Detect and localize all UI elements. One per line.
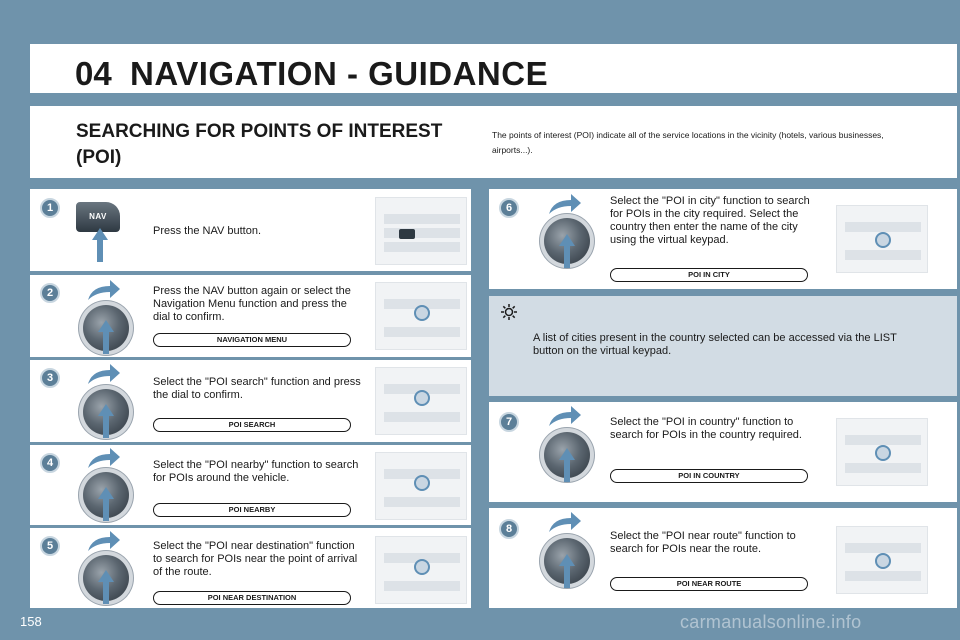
nav-button-highlight <box>399 229 415 239</box>
watermark: carmanualsonline.info <box>680 612 862 632</box>
step-text: Select the "POI search" function and press the dial to confirm. <box>153 376 361 401</box>
radio-panel-illustration <box>836 205 928 273</box>
arrow-up-icon <box>92 228 108 262</box>
function-label: POI NEAR ROUTE <box>610 577 808 591</box>
arrow-up-icon <box>98 320 114 354</box>
rotate-arrow-icon <box>547 512 581 534</box>
rotate-arrow-icon <box>547 406 581 428</box>
radio-panel-illustration <box>375 452 467 520</box>
step-badge: 2 <box>40 283 60 303</box>
arrow-up-icon <box>98 404 114 438</box>
radio-panel-illustration <box>836 526 928 594</box>
radio-panel-illustration <box>375 197 467 265</box>
function-label: POI NEAR DESTINATION <box>153 591 351 605</box>
step-badge: 3 <box>40 368 60 388</box>
step-text: Select the "POI near route" function to search for POIs near the route. <box>610 530 796 555</box>
function-label: POI SEARCH <box>153 418 351 432</box>
radio-panel-illustration <box>375 536 467 604</box>
step-badge: 5 <box>40 536 60 556</box>
rotate-arrow-icon <box>547 194 581 216</box>
arrow-up-icon <box>98 487 114 521</box>
step-text: Press the NAV button again or select the Navigation Menu function and press the dial to confirm. <box>153 285 351 323</box>
step-text: Press the NAV button. <box>153 225 262 237</box>
step-text: Select the "POI nearby" function to search for POIs around the vehicle. <box>153 459 359 484</box>
radio-panel-illustration <box>375 367 467 435</box>
step-badge: 4 <box>40 453 60 473</box>
radio-panel-illustration <box>375 282 467 350</box>
page-number: 158 <box>20 614 42 629</box>
section-title: SEARCHING FOR POINTS OF INTEREST (POI) <box>76 121 443 168</box>
rotate-arrow-icon <box>86 280 120 302</box>
rotate-arrow-icon <box>86 448 120 470</box>
step-badge: 8 <box>499 519 519 539</box>
step-badge: 6 <box>499 198 519 218</box>
rotate-arrow-icon <box>86 531 120 553</box>
rotate-arrow-icon <box>86 364 120 386</box>
chapter-title: NAVIGATION - GUIDANCE <box>130 55 549 92</box>
intro-text: The points of interest (POI) indicate all of the service locations in the vicinity (hotels, various businesses, airports...). <box>492 130 884 155</box>
function-label: POI NEARBY <box>153 503 351 517</box>
header-divider <box>30 93 957 101</box>
function-label: POI IN COUNTRY <box>610 469 808 483</box>
step-text: Select the "POI near destination" function to search for POIs near the point of arrival of the route. <box>153 540 358 578</box>
info-text: A list of cities present in the country selected can be accessed via the LIST button on the virtual keypad. <box>533 332 897 357</box>
radio-panel-illustration <box>836 418 928 486</box>
nav-button-illustration: NAV <box>76 202 120 232</box>
function-label: POI IN CITY <box>610 268 808 282</box>
sun-icon <box>501 304 517 320</box>
step-badge: 1 <box>40 198 60 218</box>
arrow-up-icon <box>559 554 575 588</box>
step-text: Select the "POI in city" function to search for POIs in the city required. Select the country then enter the name of the city using the virtual keypad. <box>610 195 810 246</box>
function-label: NAVIGATION MENU <box>153 333 351 347</box>
arrow-up-icon <box>559 448 575 482</box>
step-text: Select the "POI in country" function to search for POIs in the country required. <box>610 416 802 441</box>
arrow-up-icon <box>98 570 114 604</box>
chapter-number: 04 <box>75 55 112 92</box>
step-badge: 7 <box>499 412 519 432</box>
arrow-up-icon <box>559 234 575 268</box>
